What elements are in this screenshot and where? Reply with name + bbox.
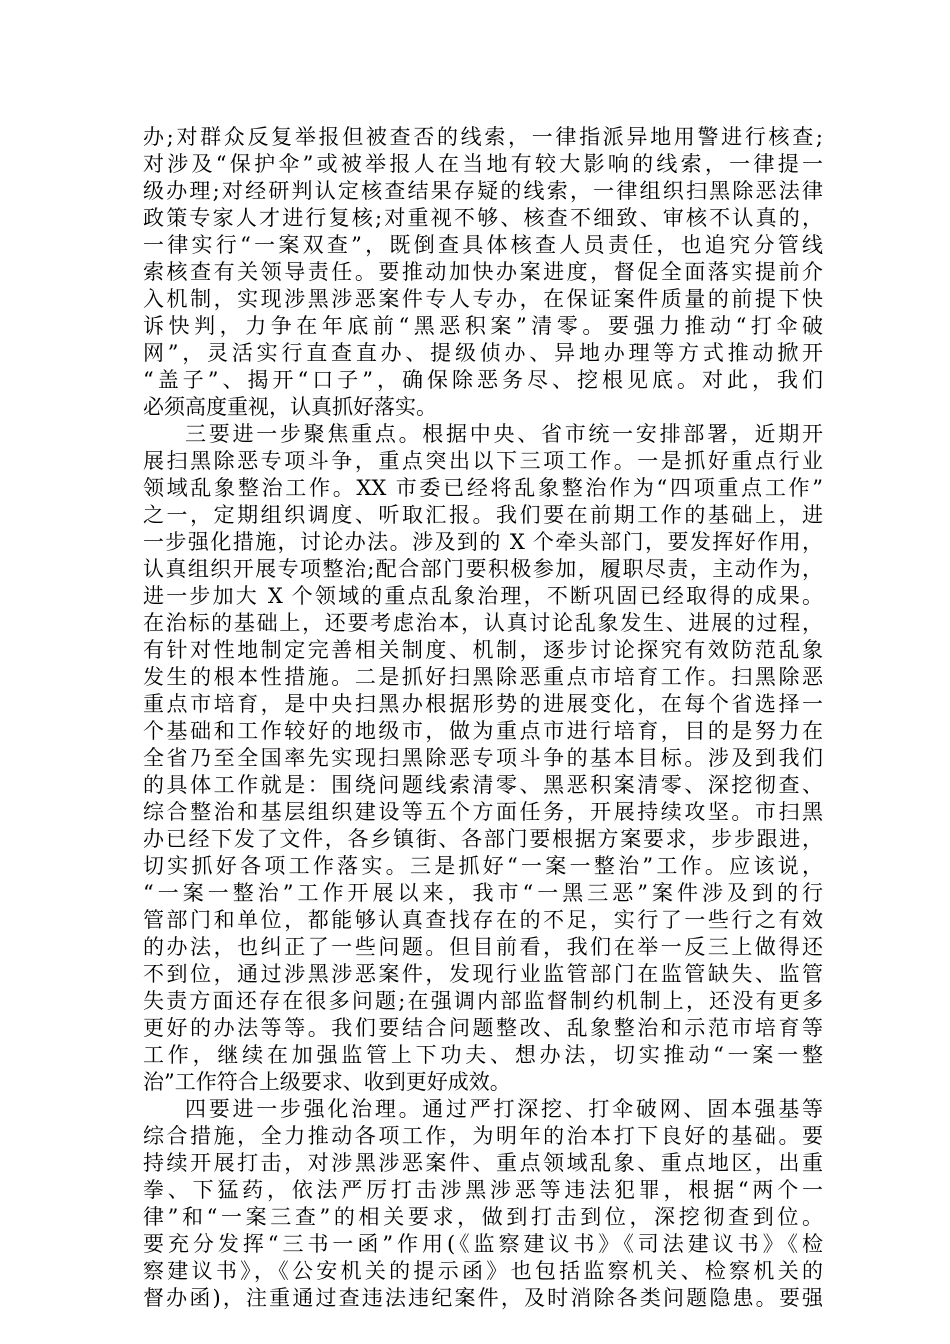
text-line: 发生的根本性措施。二是抓好扫黑除恶重点市培育工作。扫黑除恶 xyxy=(143,665,823,689)
text-line: 督办函)，注重通过查违法违纪案件，及时消除各类问题隐患。要强 xyxy=(143,1286,823,1310)
text-line: 全省乃至全国率先实现扫黑除恶专项斗争的基本目标。涉及到我们 xyxy=(143,746,823,770)
text-line: 办已经下发了文件，各乡镇街、各部门要根据方案要求，步步跟进， xyxy=(143,827,823,851)
text-line: 工作，继续在加强监管上下功夫、想办法，切实推动“一案一整 xyxy=(143,1043,823,1067)
text-line: 管部门和单位，都能够认真查找存在的不足，实行了一些行之有效 xyxy=(143,908,823,932)
text-line: 领域乱象整治工作。XX 市委已经将乱象整治作为“四项重点工作” xyxy=(143,476,823,500)
text-line: 综合措施，全力推动各项工作，为明年的治本打下良好的基础。要 xyxy=(143,1124,823,1148)
text-line: 的办法，也纠正了一些问题。但目前看，我们在举一反三上做得还 xyxy=(143,935,823,959)
text-line: 重点市培育，是中央扫黑办根据形势的进展变化，在每个省选择一 xyxy=(143,692,823,716)
text-line: 网”，灵活实行直查直办、提级侦办、异地办理等方式推动掀开 xyxy=(143,341,823,365)
text-line: 不到位，通过涉黑涉恶案件，发现行业监管部门在监管缺失、监管 xyxy=(143,962,823,986)
text-line: 的具体工作就是：围绕问题线索清零、黑恶积案清零、深挖彻查、 xyxy=(143,773,823,797)
text-line: 级办理;对经研判认定核查结果存疑的线索，一律组织扫黑除恶法律 xyxy=(143,179,823,203)
text-line: 有针对性地制定完善相关制度、机制，逐步讨论探究有效防范乱象 xyxy=(143,638,823,662)
paragraph-start-line: 三要进一步聚焦重点。根据中央、省市统一安排部署，近期开 xyxy=(185,422,823,446)
text-line: 进一步加大 X 个领域的重点乱象治理，不断巩固已经取得的成果。 xyxy=(143,584,823,608)
text-line: 必须高度重视，认真抓好落实。 xyxy=(143,395,437,419)
text-line: 个基础和工作较好的地级市，做为重点市进行培育，目的是努力在 xyxy=(143,719,823,743)
text-line: 治”工作符合上级要求、收到更好成效。 xyxy=(143,1070,511,1094)
text-line: “一案一整治”工作开展以来，我市“一黑三恶”案件涉及到的行 xyxy=(143,881,823,905)
text-line: 一律实行“一案双查”，既倒查具体核查人员责任，也追究分管线 xyxy=(143,233,823,257)
text-line: 诉快判，力争在年底前“黑恶积案”清零。要强力推动“打伞破 xyxy=(143,314,823,338)
text-line: 律”和“一案三查”的相关要求，做到打击到位，深挖彻查到位。 xyxy=(143,1205,823,1229)
document-body xyxy=(143,124,823,1312)
text-line: 对涉及“保护伞”或被举报人在当地有较大影响的线索，一律提一 xyxy=(143,152,823,176)
text-line: 失责方面还存在很多问题;在强调内部监督制约机制上，还没有更多 xyxy=(143,989,823,1013)
text-line: 综合整治和基层组织建设等五个方面任务，开展持续攻坚。市扫黑 xyxy=(143,800,823,824)
text-line: 政策专家人才进行复核;对重视不够、核查不细致、审核不认真的， xyxy=(143,206,823,230)
text-line: 要充分发挥“三书一函”作用(《监察建议书》《司法建议书》《检 xyxy=(143,1232,823,1256)
text-line: 更好的办法等等。我们要结合问题整改、乱象整治和示范市培育等 xyxy=(143,1016,823,1040)
text-line: 办;对群众反复举报但被查否的线索，一律指派异地用警进行核查; xyxy=(143,125,823,149)
text-line: 一步强化措施，讨论办法。涉及到的 X 个牵头部门，要发挥好作用， xyxy=(143,530,823,554)
text-line: 在治标的基础上，还要考虑治本，认真讨论乱象发生、进展的过程， xyxy=(143,611,823,635)
text-line: 展扫黑除恶专项斗争，重点突出以下三项工作。一是抓好重点行业 xyxy=(143,449,823,473)
text-line: 持续开展打击，对涉黑涉恶案件、重点领域乱象、重点地区，出重 xyxy=(143,1151,823,1175)
text-line: 拳、下猛药，依法严厉打击涉黑涉恶等违法犯罪，根据“两个一 xyxy=(143,1178,823,1202)
paragraph-start-line: 四要进一步强化治理。通过严打深挖、打伞破网、固本强基等 xyxy=(185,1097,823,1121)
text-line: 入机制，实现涉黑涉恶案件专人专办，在保证案件质量的前提下快 xyxy=(143,287,823,311)
text-line: 之一，定期组织调度、听取汇报。我们要在前期工作的基础上，进 xyxy=(143,503,823,527)
text-line: 切实抓好各项工作落实。三是抓好“一案一整治”工作。应该说， xyxy=(143,854,823,878)
text-line: 索核查有关领导责任。要推动加快办案进度，督促全面落实提前介 xyxy=(143,260,823,284)
text-line: 认真组织开展专项整治;配合部门要积极参加，履职尽责，主动作为， xyxy=(143,557,823,581)
text-line: 察建议书》，《公安机关的提示函》也包括监察机关、检察机关的 xyxy=(143,1259,823,1283)
text-line: “盖子”、揭开“口子”，确保除恶务尽、挖根见底。对此，我们 xyxy=(143,368,823,392)
